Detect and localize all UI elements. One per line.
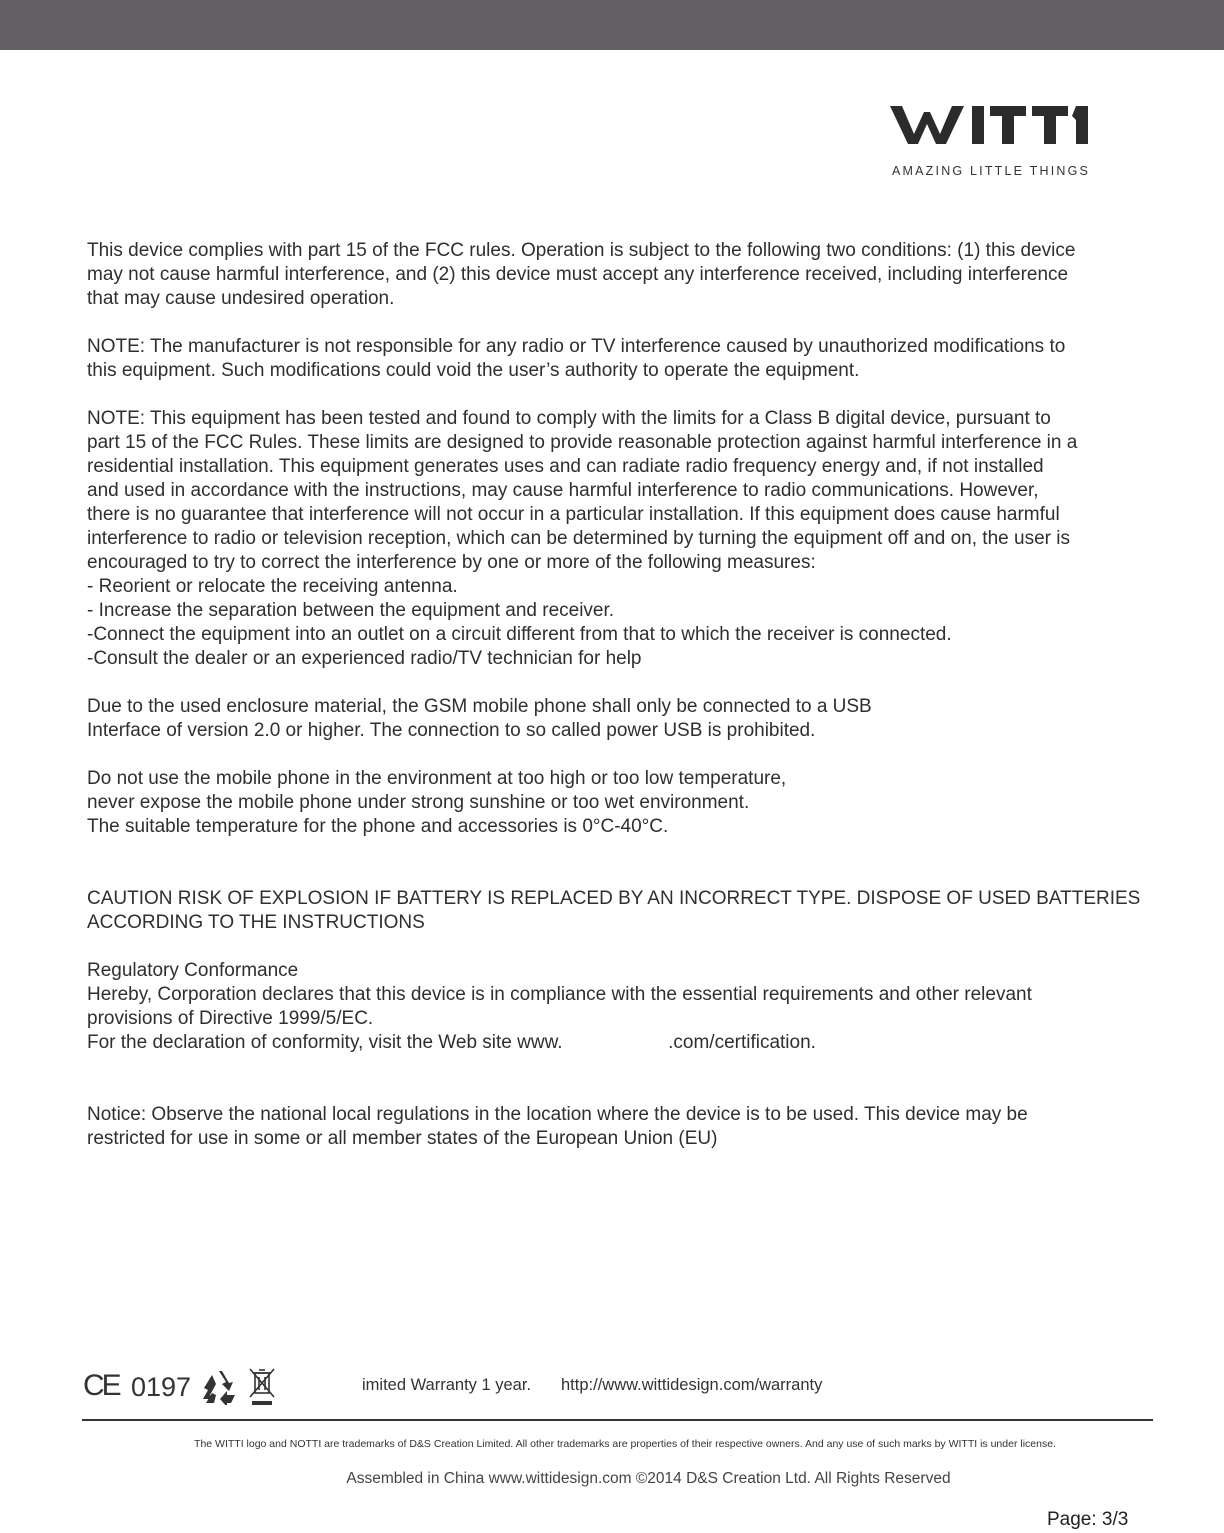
battery-caution-paragraph: CAUTION RISK OF EXPLOSION IF BATTERY IS REPLACED BY AN INCORRECT TYPE. DISPOSE OF USED BATTERIES ACCORDING TO THE INSTRUCTIONS bbox=[87, 888, 1141, 933]
warranty-link[interactable]: http://www.wittidesign.com/warranty bbox=[561, 1376, 823, 1394]
fcc-compliance-paragraph: This device complies with part 15 of the FCC rules. Operation is subject to the following two conditions: (1) this device may not cause harmful interference, and (2) this device must accept any interference received, including interference that may cause undesired operation. bbox=[87, 240, 1076, 309]
crossed-out-bin-icon bbox=[246, 1367, 278, 1407]
regulatory-conformance-paragraph: Regulatory Conformance Hereby, Corporation declares that this device is in compliance with the essential requirements and other relevant provisions of Directive 1999/5/EC. For the declaration of conformity, visit the Web site www. .com/certification. bbox=[87, 960, 1032, 1053]
ce-notified-body-number: 0197 bbox=[131, 1372, 192, 1402]
footer-divider bbox=[82, 1419, 1153, 1421]
compliance-marks bbox=[83, 1367, 293, 1407]
logo-tagline: AMAZING LITTLE THINGS bbox=[892, 164, 1091, 178]
witti-logo bbox=[880, 98, 1140, 188]
note-modifications-paragraph: NOTE: The manufacturer is not responsible for any radio or TV interference caused by unauthorized modifications to this equipment. Such modifications could void the user’s authority to operate the equipment. bbox=[87, 336, 1066, 381]
logo-wordmark-graphic bbox=[890, 98, 1090, 148]
trademark-notice: The WITTI logo and NOTTI are trademarks of D&S Creation Limited. All other trademarks are properties of their respective owners. And any use of such marks by WITTI is under license. bbox=[194, 1438, 1056, 1450]
warranty-text: imited Warranty 1 year. bbox=[362, 1376, 532, 1394]
top-bar bbox=[0, 0, 1224, 50]
usb-notice-paragraph: Due to the used enclosure material, the GSM mobile phone shall only be connected to a USB Interface of version 2.0 or higher. The connection to so called power USB is prohibited. bbox=[87, 696, 872, 741]
logo-wordmark bbox=[890, 98, 1090, 148]
temperature-notice-paragraph: Do not use the mobile phone in the environment at too high or too low temperature, never expose the mobile phone under strong sunshine or too wet environment. The suitable temperature for the phone and accessories is 0°C-40°C. bbox=[87, 768, 787, 837]
ce-mark: CE bbox=[83, 1369, 119, 1402]
recycle-icon bbox=[200, 1369, 238, 1405]
eu-notice-paragraph: Notice: Observe the national local regulations in the location where the device is to be used. This device may be restricted for use in some or all member states of the European Union (EU) bbox=[87, 1104, 1028, 1149]
assembled-notice: Assembled in China www.wittidesign.com ©2014 D&S Creation Ltd. All Rights Reserved bbox=[346, 1470, 951, 1487]
document-body bbox=[87, 239, 1149, 1175]
note-class-b-paragraph: NOTE: This equipment has been tested and found to comply with the limits for a Class B digital device, pursuant to part 15 of the FCC Rules. These limits are designed to provide reasonable protection against harmful interference in a residential installation. This equipment generates uses and can radiate radio frequency energy and, if not installed and used in accordance with the instructions, may cause harmful interference to radio communications. However, there is no guarantee that interference will not occur in a particular installation. If this equipment does cause harmful interference to radio or television reception, which can be determined by turning the equipment off and on, the user is encouraged to try to correct the interference by one or more of the following measures: - Reorient or relocate the receiving antenna. - Increase the separation between the equipment and receiver. -Connect the equipment into an outlet on a circuit different from that to which the receiver is connected. -Consult the dealer or an experienced radio/TV technician for help bbox=[87, 408, 1078, 669]
page-number: Page: 3/3 bbox=[1047, 1509, 1129, 1530]
